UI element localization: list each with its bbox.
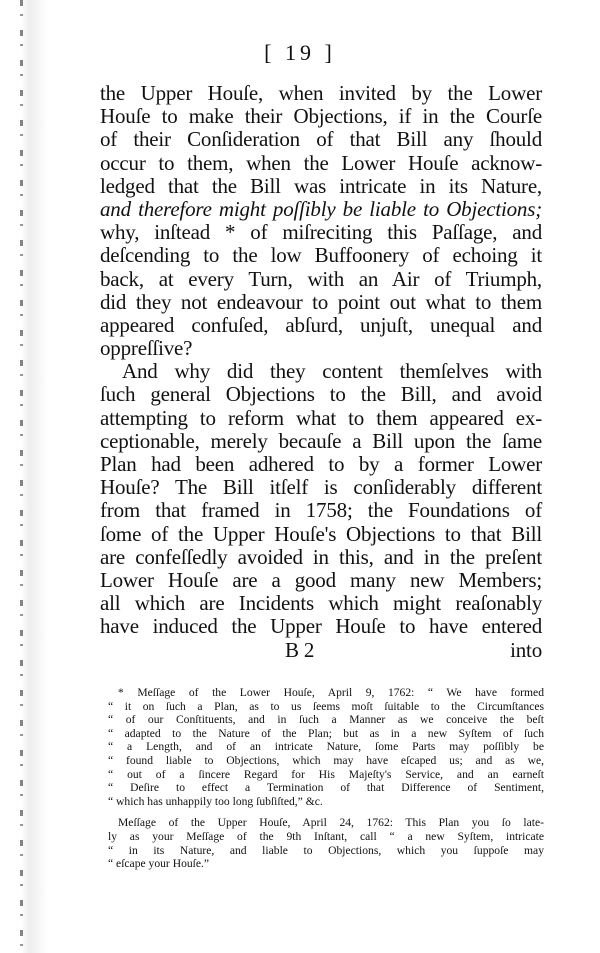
text-line: And why did they content themſelves with: [122, 359, 542, 384]
footnote-line: “ eſcape your Houſe.”: [108, 857, 210, 871]
page-number: [ 19 ]: [264, 40, 336, 65]
text-line: occur to them, when the Lower Houſe acknow-: [100, 150, 542, 175]
text-line: all which are Incidents which might reaſonably: [100, 591, 542, 616]
text-line: ſome of the Upper Houſe's Objections to that Bill: [100, 521, 542, 546]
page-edge: [20, 0, 23, 953]
footnote-line: “ of our Conſtituents, and in ſuch a Manner as we conceive the beſt: [108, 713, 544, 727]
main-text: [100, 82, 542, 662]
text-line: from that framed in 1758; the Foundations of: [100, 498, 542, 523]
text-line: appeared confuſed, abſurd, unjuſt, unequal and: [100, 312, 542, 337]
footnotes: [108, 686, 544, 871]
text-line: deſcending to the low Buffoonery of echoing it: [100, 243, 542, 268]
text-line: of their Conſideration of that Bill any ſhould: [100, 127, 542, 152]
scan-gutter: [0, 0, 50, 953]
text-line: Lower Houſe are a good many new Members;: [100, 567, 542, 592]
footnote-line: * Meſſage of the Lower Houſe, April 9, 1762: “ We have formed: [118, 686, 544, 699]
text-line: have induced the Upper Houſe to have entered: [100, 614, 542, 639]
footnote-line: “ a Length, and of an intricate Nature, ſome Parts may poſſibly be: [108, 740, 544, 754]
catchword: into: [510, 637, 542, 662]
text-line: the Upper Houſe, when invited by the Lower: [100, 81, 542, 105]
text-line: did they not endeavour to point out what to them: [100, 289, 542, 314]
footnote-line: “ adapted to the Nature of the Plan; but as in a new Syſtem of ſuch: [108, 726, 544, 740]
text-line: Houſe to make their Objections, if in the Courſe: [100, 104, 542, 129]
text-line: why, inſtead * of miſreciting this Paſſage, and: [100, 220, 542, 245]
footnote-line: “ Deſire to effect a Termination of that Difference of Sentiment,: [108, 781, 544, 795]
footnote-line: “ it on ſuch a Plan, as to us ſeems moſt ſuitable to the Circumſtances: [108, 699, 544, 713]
text-line: back, at every Turn, with an Air of Triumph,: [100, 266, 542, 291]
footnote-line: “ in its Nature, and liable to Objections, which you ſuppoſe may: [108, 843, 544, 857]
footnote-line: ly as your Meſſage of the 9th Inſtant, call “ a new Syſtem, intricate: [108, 829, 544, 843]
footnote-line: “ found liable to Objections, which may have eſcaped us; and as we,: [108, 753, 544, 767]
text-line: Plan had been adhered to by a former Lower: [100, 452, 542, 476]
signature-mark: B 2: [285, 637, 315, 662]
footnote-line: “ out of a ſincere Regard for His Majeſty's Service, and an earneſt: [108, 767, 544, 781]
text-line: and therefore might poſſibly be liable to Objections;: [100, 196, 542, 221]
footnote-line: “ which has unhappily too long ſubſiſted,” &c.: [108, 794, 323, 808]
footnote-line: Meſſage of the Upper Houſe, April 24, 1762: This Plan you ſo late-: [118, 816, 544, 830]
text-line: Houſe? The Bill itſelf is conſiderably different: [100, 475, 542, 500]
text-line: are confeſſedly avoided in this, and in the preſent: [100, 544, 542, 569]
text-line: ledged that the Bill was intricate in its Nature,: [100, 173, 542, 198]
text-line: attempting to reform what to them appeared ex-: [100, 405, 542, 430]
text-line: ceptionable, merely becauſe a Bill upon the ſame: [100, 428, 542, 453]
text-line: oppreſſive?: [100, 336, 193, 361]
text-line: ſuch general Objections to the Bill, and avoid: [100, 382, 542, 407]
signature-line: [100, 639, 542, 662]
